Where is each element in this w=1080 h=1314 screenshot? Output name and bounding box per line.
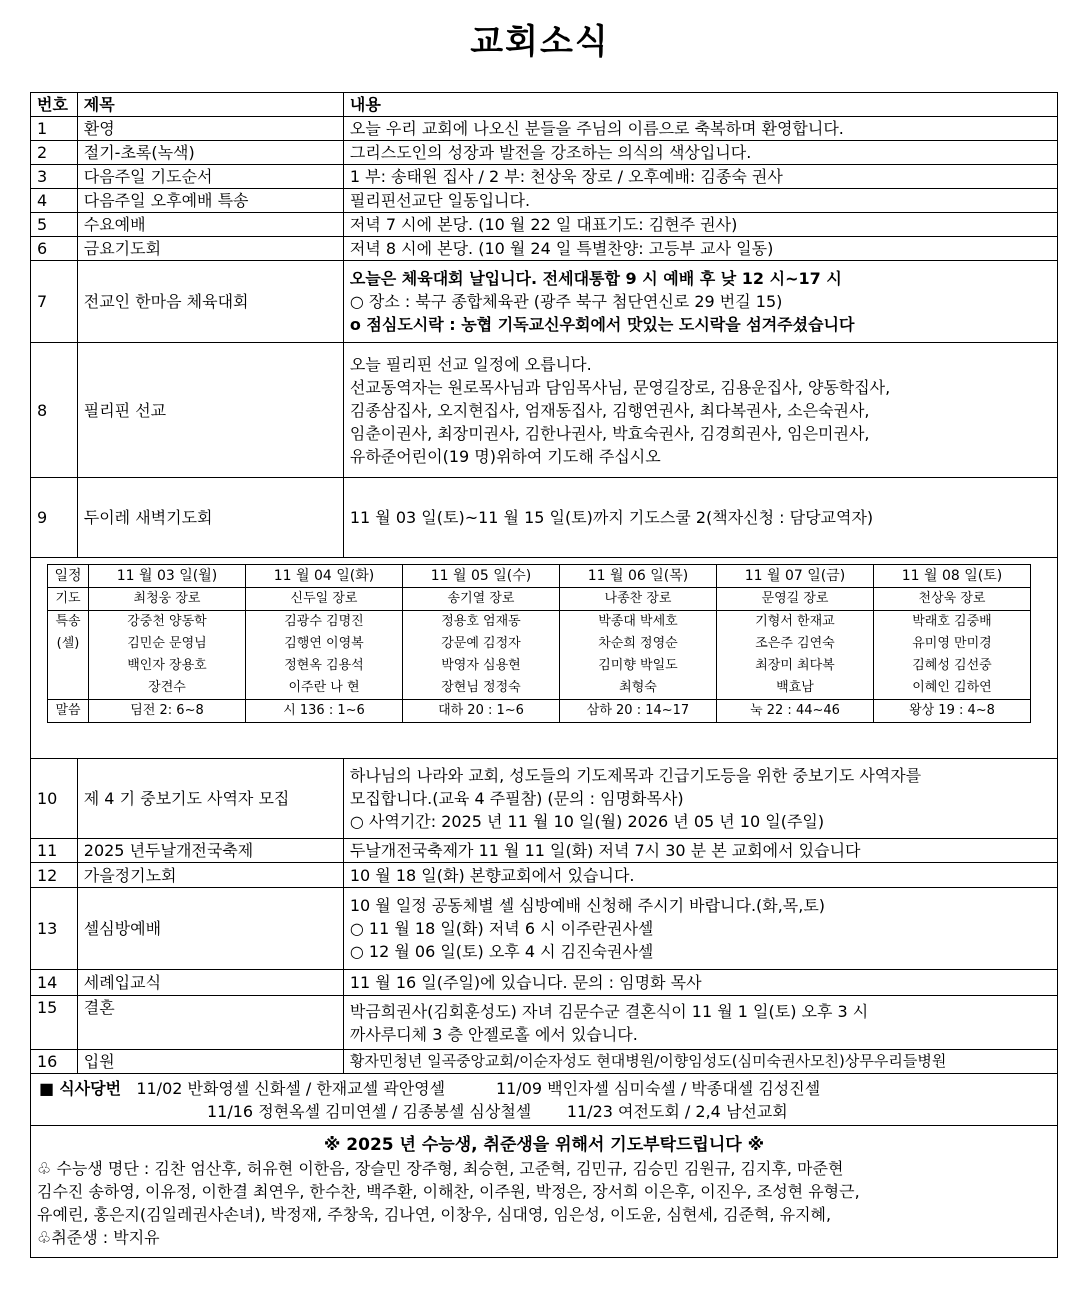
header-subject: 제목 xyxy=(77,93,343,117)
prayer-line: ♧ 수능생 명단 : 김찬 엄산후, 허유현 이한음, 장슬민 장주형, 최승현, 고준혁, 김민규, 김승민 김원규, 김지후, 마준현 xyxy=(37,1159,844,1178)
row-num: 14 xyxy=(31,970,78,996)
content-line: 10 월 18 일(화) 본향교회에서 있습니다. xyxy=(349,865,635,885)
content-line: 11 월 03 일(토)~11 월 15 일(토)까지 기도스쿨 2(책자신청 : 담당교역자) xyxy=(349,508,874,527)
row-num: 15 xyxy=(31,996,78,1050)
row-subject: 필리핀 선교 xyxy=(77,343,343,478)
table-row xyxy=(31,839,1058,863)
schedule-special: 정용호 엄재동 강문예 김정자 박영자 심용현 장현님 정정숙 xyxy=(403,611,560,700)
row-subject: 전교인 한마음 체육대회 xyxy=(77,261,343,343)
schedule-word-row xyxy=(48,700,1031,723)
content-line: 저녁 7 시에 본당. (10 월 22 일 대표기도: 김현주 권사) xyxy=(349,215,738,234)
schedule-prayer: 나종찬 장로 xyxy=(560,588,717,611)
schedule-label-prayer: 기도 xyxy=(48,588,89,611)
schedule-label-word: 말씀 xyxy=(48,700,89,723)
content-line: 10 월 일정 공동체별 셀 심방예배 신청해 주시기 바랍니다.(화,목,토) xyxy=(349,896,826,915)
schedule-date: 11 월 03 일(월) xyxy=(89,565,246,588)
row-content xyxy=(343,117,1057,141)
content-line: o 점심도시락 : 농협 기독교신우회에서 맛있는 도시락을 섬겨주셨습니다 xyxy=(349,315,855,334)
row-content xyxy=(343,888,1057,970)
row-num: 11 xyxy=(31,839,78,863)
table-row xyxy=(31,888,1058,970)
prayer-line: 김수진 송하영, 이유정, 이한결 최연우, 한수찬, 백주환, 이해찬, 이주원, 박정은, 장서희 이은후, 이진우, 조성현 유형근, xyxy=(37,1182,860,1201)
schedule-special: 기형서 한재교 조은주 김연숙 최장미 최다복 백효남 xyxy=(717,611,874,700)
schedule-word: 눅 22 : 44~46 xyxy=(717,700,874,723)
content-line: ○ 11 월 18 일(화) 저녁 6 시 이주란권사셀 xyxy=(349,919,654,938)
header-num: 번호 xyxy=(31,93,78,117)
schedule-word: 시 136 : 1~6 xyxy=(246,700,403,723)
table-row xyxy=(31,189,1058,213)
meal-row xyxy=(31,1074,1058,1126)
prayer-request xyxy=(31,1126,1058,1258)
schedule-special: 박종대 박세호 차순희 정영순 김미향 박일도 최형숙 xyxy=(560,611,717,700)
content-line: 모집합니다.(교육 4 주필참) (문의 : 임명화목사) xyxy=(349,789,684,808)
table-row xyxy=(31,117,1058,141)
schedule-label-special: 특송 (셀) xyxy=(48,611,89,700)
schedule-prayer: 최청웅 장로 xyxy=(89,588,246,611)
schedule-date: 11 월 08 일(토) xyxy=(874,565,1031,588)
schedule-special: 김광수 김명진 김행연 이영복 정현옥 김용석 이주란 나 현 xyxy=(246,611,403,700)
table-row xyxy=(31,863,1058,888)
table-row xyxy=(31,759,1058,839)
table-row xyxy=(31,165,1058,189)
row-content xyxy=(343,1050,1057,1074)
row-content xyxy=(343,261,1057,343)
content-line: ○ 장소 : 북구 종합체육관 (광주 북구 첨단연신로 29 번길 15) xyxy=(349,292,783,311)
meal-duty xyxy=(31,1074,1058,1126)
schedule-date-row xyxy=(48,565,1031,588)
row-subject: 셀심방예배 xyxy=(77,888,343,970)
row-content xyxy=(343,213,1057,237)
row-subject: 가을정기노회 xyxy=(77,863,343,888)
row-num: 10 xyxy=(31,759,78,839)
schedule-special-row xyxy=(48,611,1031,700)
page-title: 교회소식 xyxy=(470,22,610,62)
row-subject: 제 4 기 중보기도 사역자 모집 xyxy=(77,759,343,839)
row-num: 3 xyxy=(31,165,78,189)
content-line: 오늘 우리 교회에 나오신 분들을 주님의 이름으로 축복하며 환영합니다. xyxy=(349,119,844,138)
row-subject: 금요기도회 xyxy=(77,237,343,261)
content-line: ○ 12 월 06 일(토) 오후 4 시 김진숙권사셀 xyxy=(349,942,654,961)
schedule-date: 11 월 07 일(금) xyxy=(717,565,874,588)
schedule-row xyxy=(31,558,1058,759)
row-num: 9 xyxy=(31,478,78,558)
meal-label: 식사당번 xyxy=(59,1078,122,1098)
content-line: 11 월 16 일(주일)에 있습니다. 문의 : 임명화 목사 xyxy=(349,973,702,992)
row-num: 1 xyxy=(31,117,78,141)
row-subject: 환영 xyxy=(77,117,343,141)
row-num: 7 xyxy=(31,261,78,343)
content-line: 오늘 필리핀 선교 일정에 오릅니다. xyxy=(349,354,592,374)
content-line: 선교동역자는 원로목사님과 담임목사님, 문영길장로, 김용운집사, 양동학집사, xyxy=(349,377,891,397)
content-line: 임춘이권사, 최장미권사, 김한나권사, 박효숙권사, 김경희권사, 임은미권사, xyxy=(349,423,870,443)
schedule-word: 딤전 2: 6~8 xyxy=(89,700,246,723)
schedule-word: 삼하 20 : 14~17 xyxy=(560,700,717,723)
row-subject: 수요예배 xyxy=(77,213,343,237)
prayer-title: ※ 2025 년 수능생, 취준생을 위해서 기도부탁드립니다 ※ xyxy=(323,1135,765,1155)
schedule-word: 대하 20 : 1~6 xyxy=(403,700,560,723)
content-line: 까사루디체 3 층 안젤로홀 에서 있습니다. xyxy=(349,1024,638,1044)
schedule-table xyxy=(47,564,1031,723)
row-content xyxy=(343,237,1057,261)
row-subject: 세례입교식 xyxy=(77,970,343,996)
header-content: 내용 xyxy=(343,93,1057,117)
bulletin xyxy=(30,92,1058,1258)
schedule-prayer: 신두일 장로 xyxy=(246,588,403,611)
row-content xyxy=(343,141,1057,165)
content-line: ○ 사역기간: 2025 년 11 월 10 일(월) 2026 년 05 년 10 일(주일) xyxy=(349,812,825,831)
schedule-special: 박래호 김중배 유미영 만미경 김혜성 김선중 이혜인 김하연 xyxy=(874,611,1031,700)
schedule-date: 11 월 06 일(목) xyxy=(560,565,717,588)
content-line: 김종삼집사, 오지현집사, 엄재동집사, 김행연권사, 최다복권사, 소은숙권사, xyxy=(349,400,870,420)
schedule-special: 강중천 양동학 김민순 문영님 백인자 장용호 장견수 xyxy=(89,611,246,700)
table-row xyxy=(31,343,1058,478)
meal-text: 11/02 반화영셀 신화셀 / 한재교셀 곽안영셀 11/09 백인자셀 심미숙셀 / 박종대셀 김성진셀 xyxy=(136,1078,821,1098)
news-table xyxy=(30,92,1058,1258)
square-bullet-icon: ■ xyxy=(39,1078,55,1098)
schedule-label-date: 일정 xyxy=(48,565,89,588)
table-row xyxy=(31,237,1058,261)
table-row xyxy=(31,1050,1058,1074)
row-content xyxy=(343,343,1057,478)
schedule-cell xyxy=(31,558,1058,759)
row-content xyxy=(343,970,1057,996)
schedule-prayer: 송기열 장로 xyxy=(403,588,560,611)
row-content xyxy=(343,863,1057,888)
schedule-prayer-row xyxy=(48,588,1031,611)
table-header xyxy=(31,93,1058,117)
table-row xyxy=(31,213,1058,237)
table-row xyxy=(31,970,1058,996)
row-num: 16 xyxy=(31,1050,78,1074)
row-num: 12 xyxy=(31,863,78,888)
row-num: 6 xyxy=(31,237,78,261)
row-num: 4 xyxy=(31,189,78,213)
content-line: 필리핀선교단 일동입니다. xyxy=(349,191,531,210)
table-row xyxy=(31,261,1058,343)
meal-line-2: 11/16 정현옥셀 김미연셀 / 김종봉셀 심상철셀 11/23 여전도회 / 2,4 남선교회 xyxy=(207,1101,788,1121)
meal-line-1 xyxy=(39,1077,1049,1100)
row-subject: 다음주일 오후예배 특송 xyxy=(77,189,343,213)
row-subject: 다음주일 기도순서 xyxy=(77,165,343,189)
content-line: 박금희권사(김회훈성도) 자녀 김문수군 결혼식이 11 월 1 일(토) 오후 3 시 xyxy=(349,1001,869,1021)
content-line: 오늘은 체육대회 날입니다. 전세대통합 9 시 예배 후 낮 12 시~17 시 xyxy=(349,269,842,288)
table-row xyxy=(31,478,1058,558)
content-line: 황자민청년 일곡중앙교회/이순자성도 현대병원/이향임성도(심미숙권사모친)상무우리들병원 xyxy=(349,1052,947,1070)
schedule-prayer: 문영길 장로 xyxy=(717,588,874,611)
row-content xyxy=(343,759,1057,839)
content-line: 두날개전국축제가 11 월 11 일(화) 저녁 7시 30 분 본 교회에서 있습니다 xyxy=(349,841,861,860)
row-subject: 절기-초록(녹색) xyxy=(77,141,343,165)
row-num: 8 xyxy=(31,343,78,478)
row-subject: 2025 년두날개전국축제 xyxy=(77,839,343,863)
schedule-date: 11 월 05 일(수) xyxy=(403,565,560,588)
content-line: 1 부: 송태원 집사 / 2 부: 천상욱 장로 / 오후예배: 김종숙 권사 xyxy=(349,167,783,186)
row-subject: 입원 xyxy=(77,1050,343,1074)
schedule-word: 왕상 19 : 4~8 xyxy=(874,700,1031,723)
row-content xyxy=(343,478,1057,558)
row-num: 13 xyxy=(31,888,78,970)
prayer-line: 유예린, 홍은지(김일레권사손녀), 박정재, 주창욱, 김나연, 이창우, 심대영, 임은성, 이도윤, 심현세, 김준혁, 유지혜, xyxy=(37,1205,832,1224)
row-num: 2 xyxy=(31,141,78,165)
content-line: 유하준어린이(19 명)위하여 기도해 주십시오 xyxy=(349,446,661,466)
schedule-date: 11 월 04 일(화) xyxy=(246,565,403,588)
row-subject: 결혼 xyxy=(77,996,343,1050)
schedule-prayer: 천상욱 장로 xyxy=(874,588,1031,611)
row-content xyxy=(343,189,1057,213)
content-line: 그리스도인의 성장과 발전을 강조하는 의식의 색상입니다. xyxy=(349,143,752,162)
table-row xyxy=(31,141,1058,165)
row-subject: 두이레 새벽기도회 xyxy=(77,478,343,558)
row-content xyxy=(343,996,1057,1050)
content-line: 저녁 8 시에 본당. (10 월 24 일 특별찬양: 고등부 교사 일동) xyxy=(349,239,774,258)
row-num: 5 xyxy=(31,213,78,237)
content-line: 하나님의 나라와 교회, 성도들의 기도제목과 긴급기도등을 위한 중보기도 사역자를 xyxy=(349,766,922,785)
prayer-line: ♧취준생 : 박지유 xyxy=(37,1228,160,1247)
table-row xyxy=(31,996,1058,1050)
row-content xyxy=(343,839,1057,863)
row-content xyxy=(343,165,1057,189)
prayer-request-row xyxy=(31,1126,1058,1258)
